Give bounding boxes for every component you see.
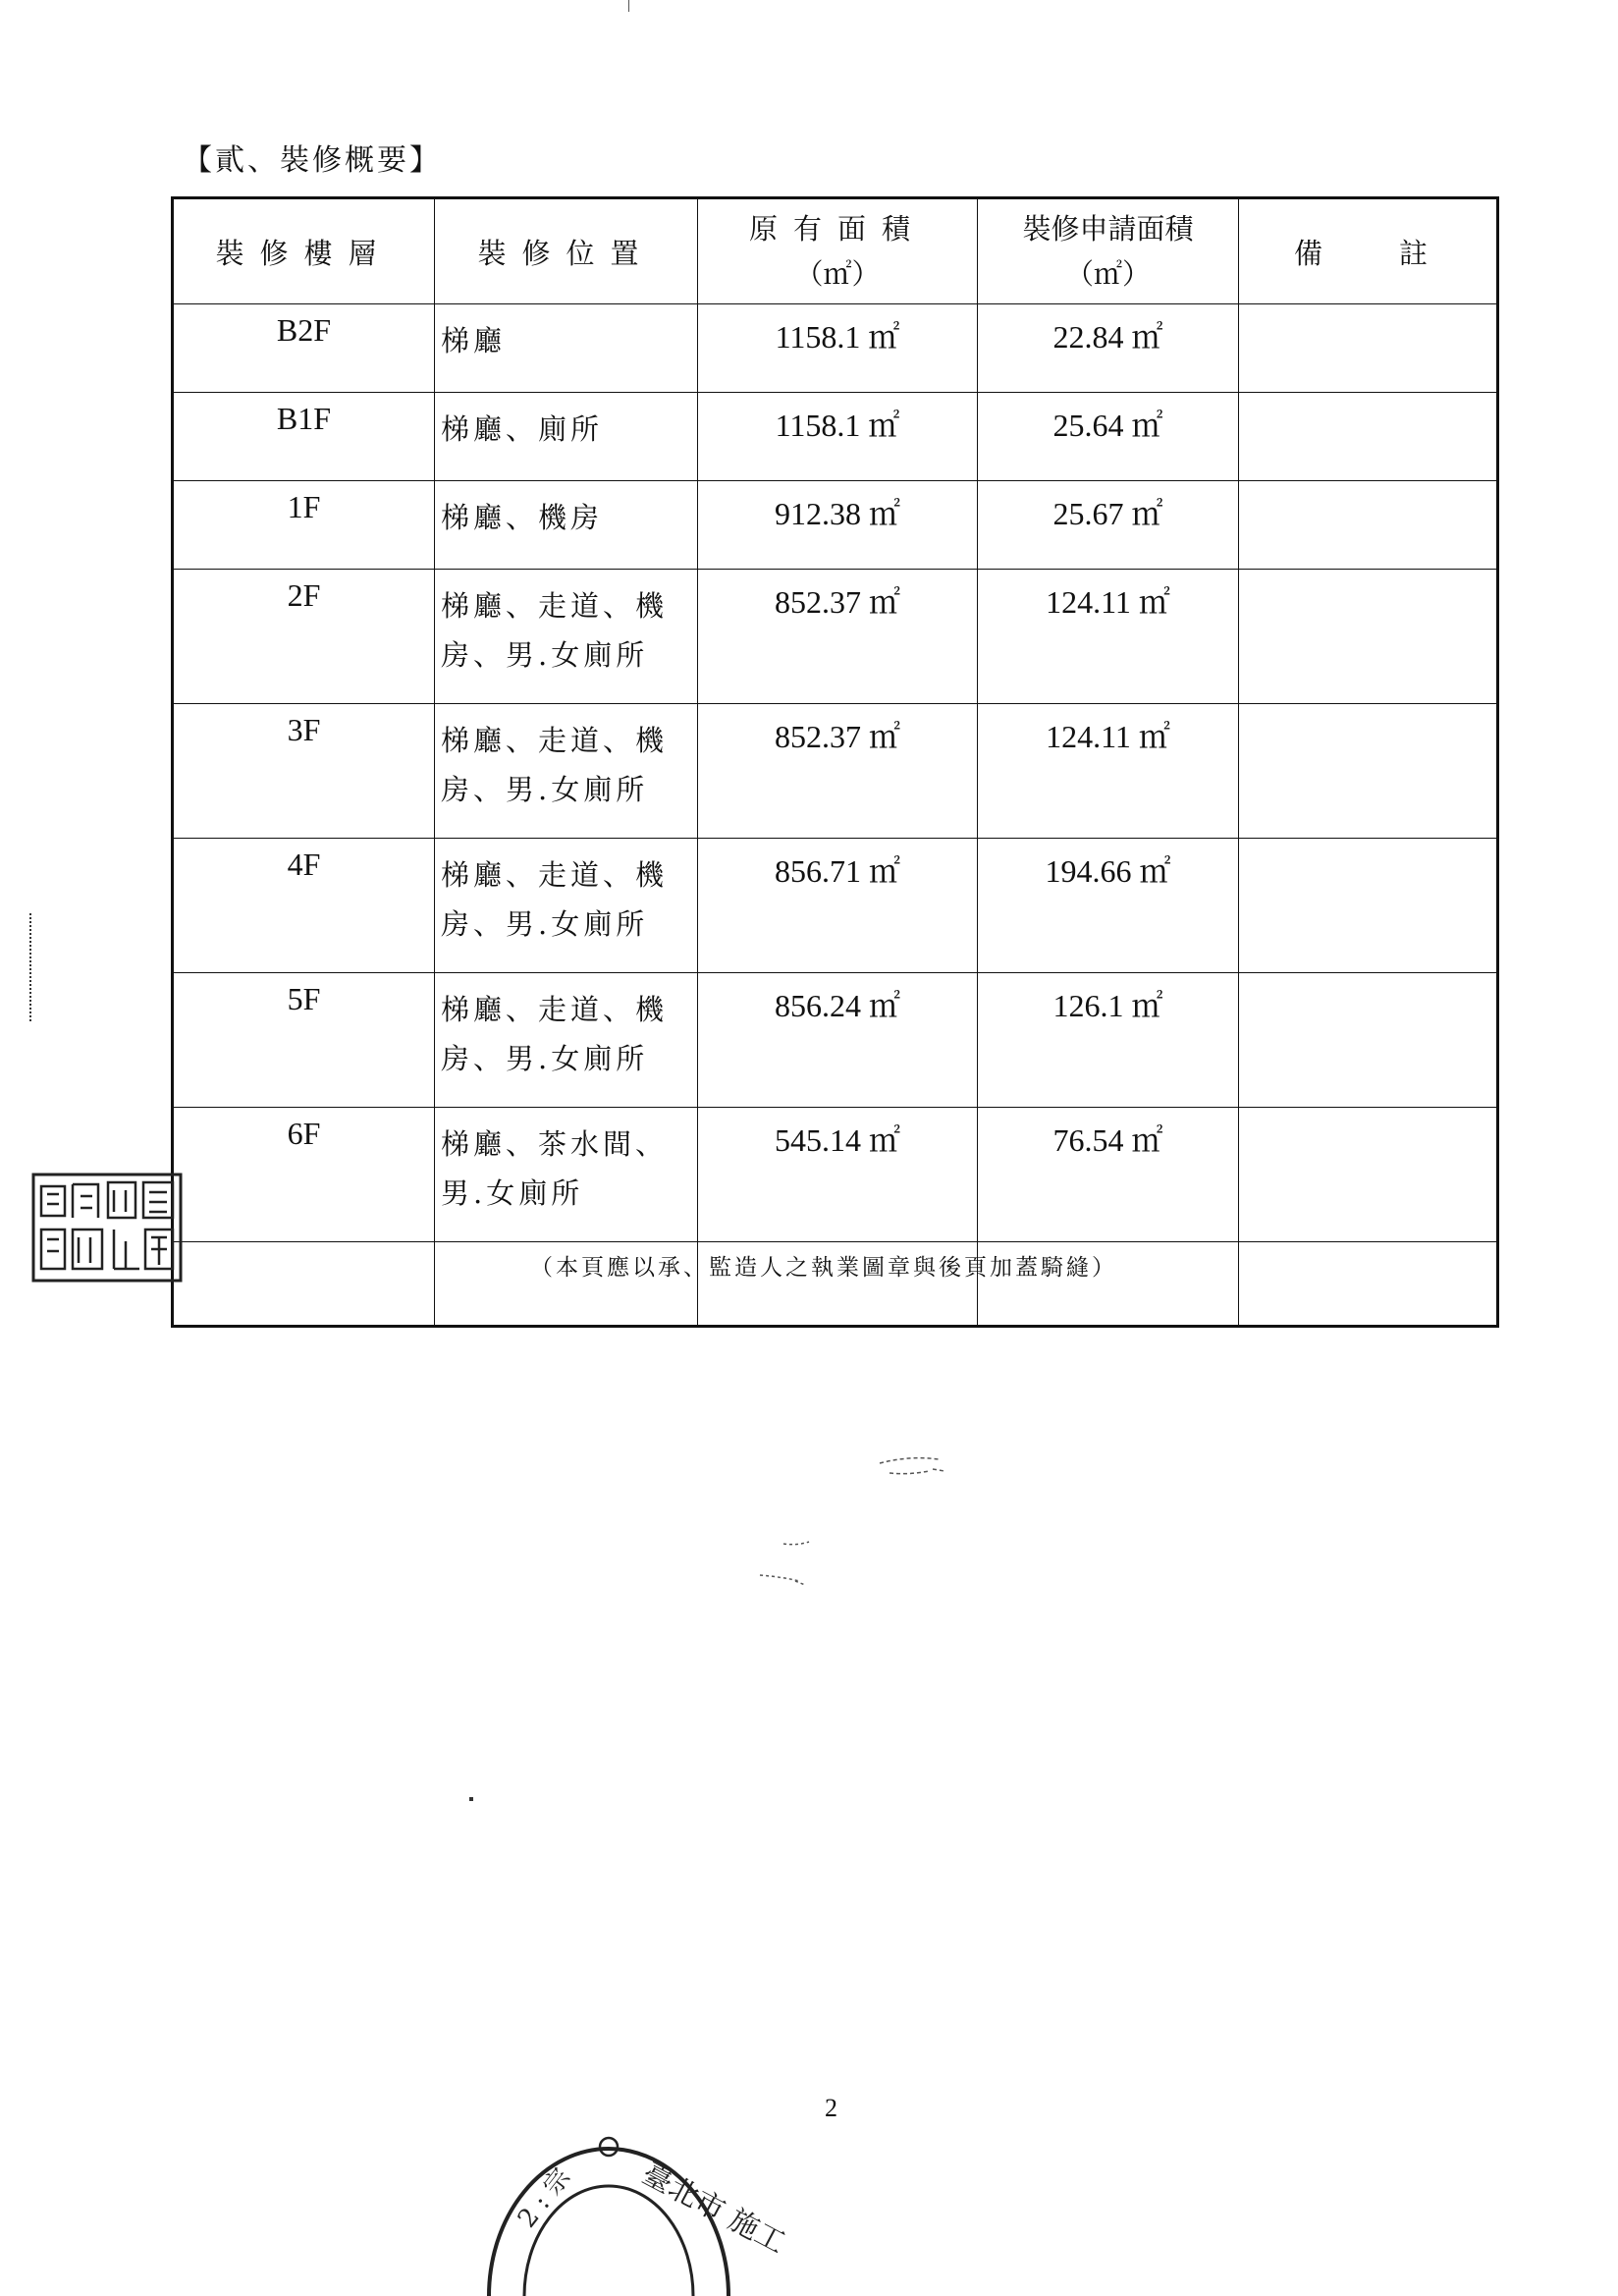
- applied-area-cell: 126.1 ㎡: [978, 973, 1239, 1108]
- table-row: [173, 973, 1498, 1108]
- remarks-cell: [1239, 839, 1498, 973]
- floor-cell: 1F: [173, 481, 435, 570]
- original-area-cell: 852.37 ㎡: [698, 570, 978, 704]
- remarks-cell: [1239, 481, 1498, 570]
- table-row: [173, 704, 1498, 839]
- remarks-cell: [1239, 973, 1498, 1108]
- remarks-cell: [1239, 704, 1498, 839]
- table-row: [173, 1108, 1498, 1242]
- header-applied-area: [978, 198, 1239, 304]
- header-original-area: [698, 198, 978, 304]
- table-row: [173, 304, 1498, 393]
- header-applied-area-unit: （㎡）: [1064, 257, 1151, 291]
- original-area-cell: 856.24 ㎡: [698, 973, 978, 1108]
- remarks-cell: [1239, 393, 1498, 481]
- applied-area-cell: 124.11 ㎡: [978, 704, 1239, 839]
- original-area-cell: 912.38 ㎡: [698, 481, 978, 570]
- applied-area-cell: 22.84 ㎡: [978, 304, 1239, 393]
- location-cell: 梯廳、茶水間、男.女廁所: [435, 1108, 698, 1242]
- scan-artifact: [874, 1434, 992, 1493]
- applied-area-cell: 76.54 ㎡: [978, 1108, 1239, 1242]
- location-cell: 梯廳、走道、機房、男.女廁所: [435, 973, 698, 1108]
- applied-area-cell: 124.11 ㎡: [978, 570, 1239, 704]
- svg-text:2 : 宗: 2 : 宗: [512, 2162, 577, 2234]
- header-original-area-label: 原有面積: [748, 212, 926, 246]
- remarks-cell: [1239, 570, 1498, 704]
- official-stamp-bottom: [481, 2111, 791, 2296]
- floor-cell: 3F: [173, 704, 435, 839]
- original-area-cell: 545.14 ㎡: [698, 1108, 978, 1242]
- location-cell: 梯廳、走道、機房、男.女廁所: [435, 839, 698, 973]
- table-row: [173, 393, 1498, 481]
- header-remarks: 備 註: [1239, 198, 1498, 304]
- location-cell: 梯廳、機房: [435, 481, 698, 570]
- floor-cell: 2F: [173, 570, 435, 704]
- floor-cell: B2F: [173, 304, 435, 393]
- original-area-cell: 852.37 ㎡: [698, 704, 978, 839]
- applied-area-cell: 194.66 ㎡: [978, 839, 1239, 973]
- renovation-summary-table: [171, 196, 1499, 1328]
- remarks-cell: [1239, 1108, 1498, 1242]
- remarks-cell: [1239, 304, 1498, 393]
- location-cell: 梯廳、廁所: [435, 393, 698, 481]
- header-original-area-unit: （㎡）: [794, 257, 881, 291]
- header-floor: 裝修樓層: [173, 198, 435, 304]
- table-row: [173, 839, 1498, 973]
- footnote: （本頁應以承、監造人之執業圖章與後頁加蓋騎縫）: [530, 1255, 1117, 1281]
- scan-artifact: [756, 1532, 874, 1591]
- floor-cell: 4F: [173, 839, 435, 973]
- header-location: 裝修位置: [435, 198, 698, 304]
- floor-cell: B1F: [173, 393, 435, 481]
- header-applied-area-label: 裝修申請面積: [1022, 212, 1194, 246]
- remarks-cell: [1239, 1242, 1498, 1327]
- original-area-cell: 856.71 ㎡: [698, 839, 978, 973]
- floor-cell: [173, 1242, 435, 1327]
- scan-artifact: [29, 913, 34, 1021]
- floor-cell: 6F: [173, 1108, 435, 1242]
- seam-seal-stamp: [29, 1139, 187, 1286]
- original-area-cell: 1158.1 ㎡: [698, 304, 978, 393]
- scan-artifact: [469, 1797, 473, 1801]
- scan-artifact: [628, 0, 629, 12]
- section-title: 【貳、裝修概要】: [183, 143, 442, 178]
- table-row: [173, 570, 1498, 704]
- location-cell: 梯廳、走道、機房、男.女廁所: [435, 570, 698, 704]
- applied-area-cell: 25.64 ㎡: [978, 393, 1239, 481]
- location-cell: 梯廳、走道、機房、男.女廁所: [435, 704, 698, 839]
- stamp-bottom-text: 臺北市 施工: [636, 2157, 791, 2261]
- applied-area-cell: 25.67 ㎡: [978, 481, 1239, 570]
- original-area-cell: 1158.1 ㎡: [698, 393, 978, 481]
- floor-cell: 5F: [173, 973, 435, 1108]
- table-row: [173, 481, 1498, 570]
- table-header-row: [173, 198, 1498, 304]
- page-number: 2: [825, 2094, 837, 2122]
- location-cell: 梯廳: [435, 304, 698, 393]
